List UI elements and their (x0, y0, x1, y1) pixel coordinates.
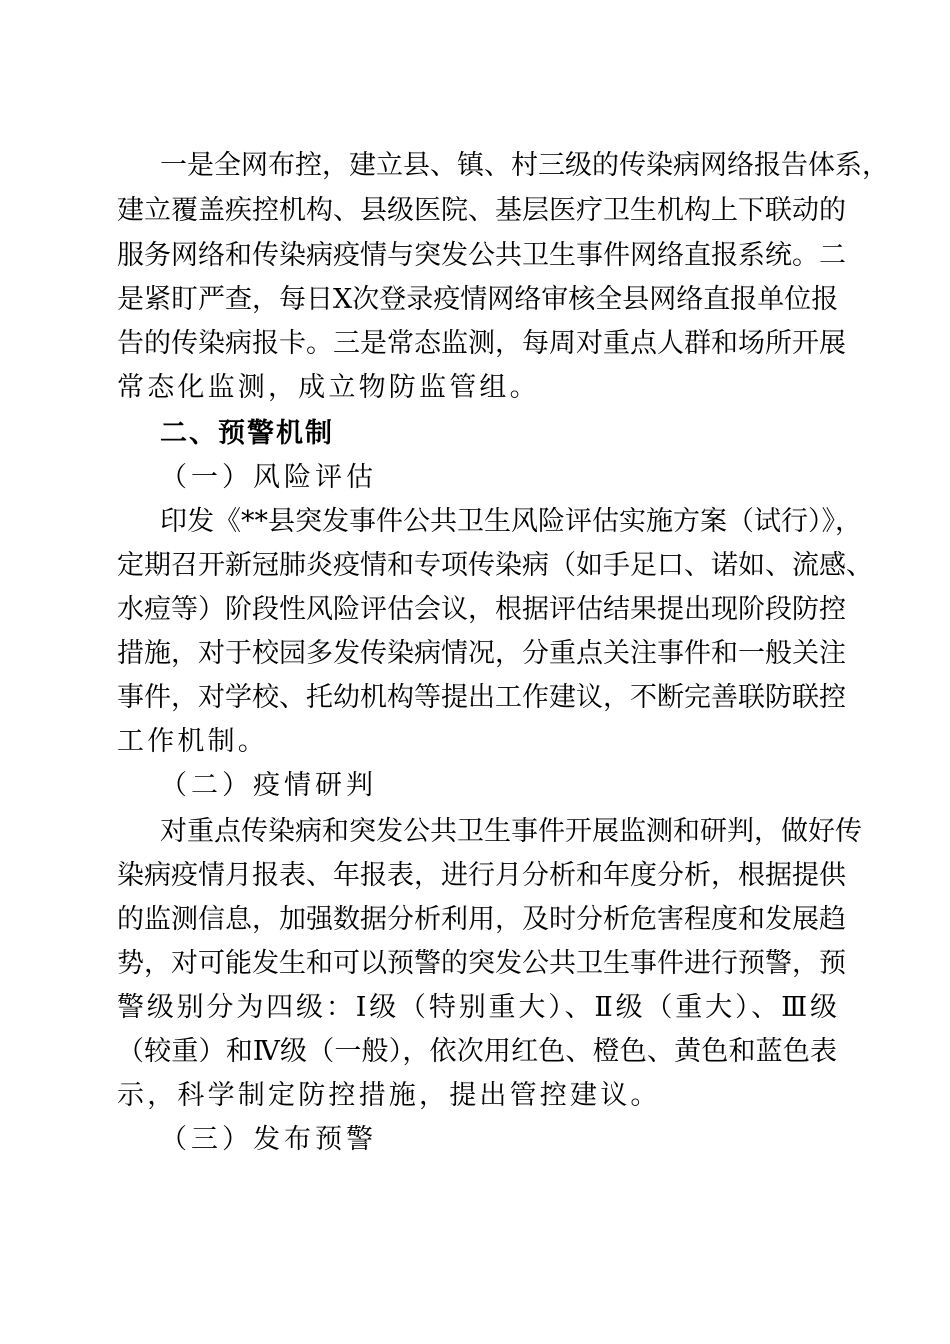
paragraph-line: 是紧盯严查，每日X次登录疫情网络审核全县网络直报单位报 (117, 284, 839, 315)
paragraph-line: 示，科学制定防控措施，提出管控建议。 (117, 1080, 661, 1111)
paragraph-line: 告的传染病报卡。三是常态监测，每周对重点人群和场所开展 (117, 328, 846, 359)
subsection-heading: （一）风险评估 (160, 462, 377, 493)
paragraph-line: 印发《**县突发事件公共卫生风险评估实施方案（试行）》， (160, 506, 862, 537)
paragraph-line: 染病疫情月报表、年报表，进行月分析和年度分析，根据提供 (117, 860, 846, 891)
paragraph-line: 事件，对学校、托幼机构等提出工作建议，不断完善联防联控 (117, 682, 846, 713)
paragraph-line: 工作机制。 (117, 726, 268, 757)
paragraph-line: 水痘等）阶段性风险评估会议，根据评估结果提出现阶段防控 (117, 594, 846, 625)
paragraph-line: 对重点传染病和突发公共卫生事件开展监测和研判，做好传 (160, 816, 862, 847)
paragraph-line: 措施，对于校园多发传染病情况，分重点关注事件和一般关注 (117, 638, 846, 669)
paragraph-line: 一是全网布控，建立县、镇、村三级的传染病网络报告体系， (160, 150, 889, 181)
paragraph-line: 常态化监测，成立物防监管组。 (117, 372, 540, 403)
paragraph-line: 建立覆盖疾控机构、县级医院、基层医疗卫生机构上下联动的 (117, 195, 846, 226)
subsection-heading: （三）发布预警 (160, 1124, 377, 1155)
paragraph-line: 警级别分为四级：Ⅰ级（特别重大）、Ⅱ级（重大）、Ⅲ级 (117, 992, 837, 1023)
paragraph-line: 服务网络和传染病疫情与突发公共卫生事件网络直报系统。二 (117, 240, 846, 271)
paragraph-line: 势，对可能发生和可以预警的突发公共卫生事件进行预警，预 (117, 948, 846, 979)
subsection-heading: （二）疫情研判 (160, 770, 377, 801)
section-heading: 二、预警机制 (160, 418, 334, 449)
paragraph-line: 的监测信息，加强数据分析利用，及时分析危害程度和发展趋 (117, 904, 846, 935)
paragraph-line: （较重）和Ⅳ级（一般），依次用红色、橙色、黄色和蓝色表 (117, 1036, 837, 1067)
paragraph-line: 定期召开新冠肺炎疫情和专项传染病（如手足口、诺如、流感、 (117, 550, 873, 581)
